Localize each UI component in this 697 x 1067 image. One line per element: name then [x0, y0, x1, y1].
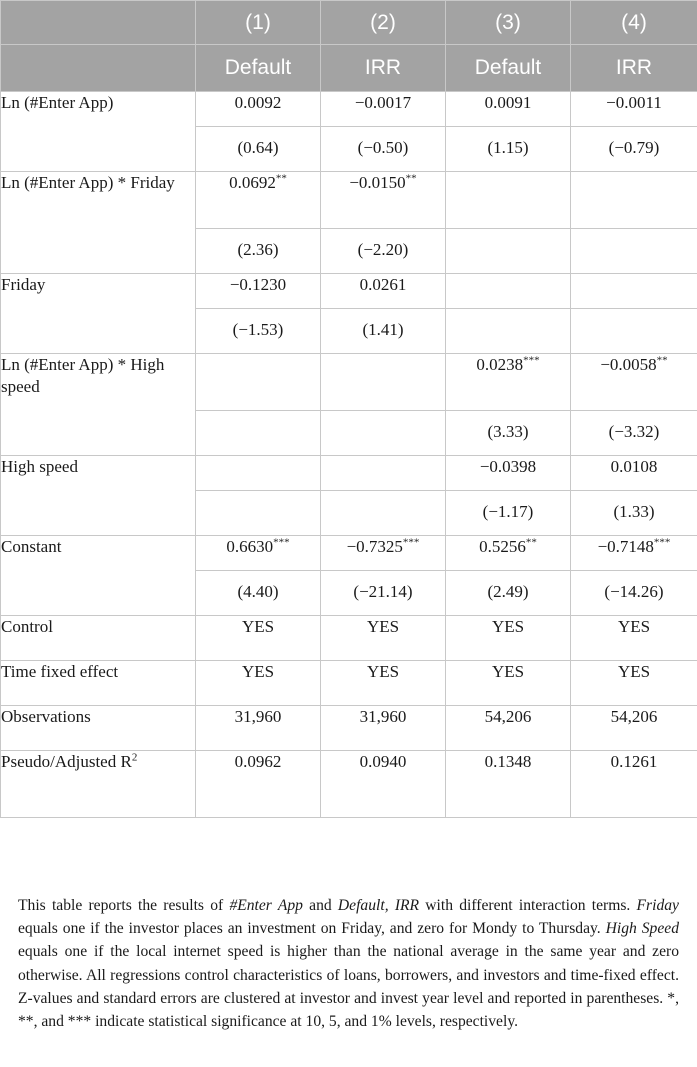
value-cell: YES	[196, 616, 321, 661]
table-row	[1, 616, 697, 661]
value-cell: 54,206	[571, 706, 697, 751]
coef-cell	[446, 274, 571, 309]
se-cell: (4.40)	[196, 571, 321, 616]
significance-stars: ***	[273, 536, 290, 549]
se-cell: (−14.26)	[571, 571, 697, 616]
coef-value: 0.0238	[476, 355, 524, 374]
significance-stars: ***	[402, 536, 420, 549]
row-label: High speed	[1, 456, 196, 536]
header-row-numbers	[1, 1, 697, 45]
col-depvar: IRR	[571, 45, 697, 92]
coef-cell: 0.0261	[321, 274, 446, 309]
row-label: Control	[1, 616, 196, 661]
value-cell: YES	[321, 661, 446, 706]
coef-value: 0.6630	[226, 537, 274, 556]
value-cell: YES	[571, 616, 697, 661]
coef-cell	[321, 536, 446, 571]
coef-cell: −0.0011	[571, 92, 697, 127]
coef-cell	[321, 456, 446, 491]
coef-cell	[196, 354, 321, 411]
coef-cell	[571, 172, 697, 229]
value-cell: 0.0940	[321, 751, 446, 818]
row-label: Observations	[1, 706, 196, 751]
coef-cell: −0.1230	[196, 274, 321, 309]
significance-stars: ***	[523, 354, 540, 367]
value-cell: YES	[321, 616, 446, 661]
col-number: (2)	[321, 1, 446, 45]
row-label: Ln (#Enter App) * Friday	[1, 172, 196, 274]
coef-cell	[321, 354, 446, 411]
note-text: equals one if the investor places an investment on Friday, and zero for Mondy to Thursday.	[18, 920, 606, 938]
se-cell	[196, 491, 321, 536]
se-cell: (−21.14)	[321, 571, 446, 616]
coef-value: −0.7325	[346, 537, 403, 556]
header-corner	[1, 45, 196, 92]
significance-stars: **	[275, 172, 287, 185]
se-cell: (0.64)	[196, 127, 321, 172]
row-label: Friday	[1, 274, 196, 354]
coef-cell: 0.0108	[571, 456, 697, 491]
table-row	[1, 536, 697, 571]
value-cell: 31,960	[321, 706, 446, 751]
coef-cell	[196, 536, 321, 571]
coef-cell	[196, 172, 321, 229]
row-label	[1, 751, 196, 818]
coef-cell	[196, 456, 321, 491]
header-row-depvars	[1, 45, 697, 92]
coef-value: 0.5256	[479, 537, 526, 556]
se-cell: (−3.32)	[571, 411, 697, 456]
coef-cell	[446, 172, 571, 229]
coef-cell: 0.0091	[446, 92, 571, 127]
se-cell	[196, 411, 321, 456]
coef-cell	[571, 274, 697, 309]
se-cell	[571, 309, 697, 354]
significance-stars: **	[525, 536, 537, 549]
coef-cell	[571, 536, 697, 571]
value-cell: YES	[571, 661, 697, 706]
significance-stars: **	[656, 354, 668, 367]
col-number: (1)	[196, 1, 321, 45]
coef-value: 0.0692	[229, 173, 276, 192]
r2-label-text: Pseudo/Adjusted R	[1, 752, 132, 771]
se-cell: (−2.20)	[321, 229, 446, 274]
coef-cell	[446, 354, 571, 411]
col-number: (4)	[571, 1, 697, 45]
table-row	[1, 751, 697, 818]
se-cell: (1.41)	[321, 309, 446, 354]
value-cell: YES	[446, 616, 571, 661]
table-row	[1, 354, 697, 411]
table-row	[1, 172, 697, 229]
coef-cell: 0.0092	[196, 92, 321, 127]
table-row	[1, 706, 697, 751]
coef-value: −0.0058	[600, 355, 657, 374]
row-label: Ln (#Enter App) * High speed	[1, 354, 196, 456]
note-italic: Default, IRR	[337, 897, 420, 914]
header-corner	[1, 1, 196, 45]
table-note	[18, 894, 679, 1033]
table-row	[1, 92, 697, 127]
coef-cell	[571, 354, 697, 411]
note-italic: #Enter App	[229, 897, 303, 914]
col-depvar: Default	[196, 45, 321, 92]
coef-value: −0.0150	[349, 173, 406, 192]
se-cell: (−1.17)	[446, 491, 571, 536]
se-cell	[446, 229, 571, 274]
se-cell: (−1.53)	[196, 309, 321, 354]
note-text: equals one if the local internet speed is higher than the national average in the same year and zero otherwise. All regressions control characteristics of loans, borrowers, and investors and time-fixed effect. Z-values and standard errors are clustered at investor and invest year level and reported in parentheses. *, **, and *** indicate statistical significance at 10, 5, and 1% levels, respectively.	[18, 943, 679, 1031]
se-cell	[446, 309, 571, 354]
note-italic: High Speed	[605, 920, 679, 938]
row-label: Constant	[1, 536, 196, 616]
coef-cell: −0.0017	[321, 92, 446, 127]
coef-cell: −0.0398	[446, 456, 571, 491]
table-row	[1, 274, 697, 309]
value-cell: 54,206	[446, 706, 571, 751]
se-cell: (1.33)	[571, 491, 697, 536]
value-cell: 0.0962	[196, 751, 321, 818]
se-cell: (1.15)	[446, 127, 571, 172]
coef-value: −0.7148	[597, 537, 654, 556]
table-row	[1, 661, 697, 706]
value-cell: 31,960	[196, 706, 321, 751]
note-text: and	[302, 897, 338, 914]
value-cell: 0.1348	[446, 751, 571, 818]
significance-stars: **	[405, 172, 417, 185]
se-cell: (2.36)	[196, 229, 321, 274]
se-cell: (2.49)	[446, 571, 571, 616]
coef-cell	[446, 536, 571, 571]
se-cell: (−0.79)	[571, 127, 697, 172]
col-depvar: Default	[446, 45, 571, 92]
significance-stars: ***	[653, 536, 671, 549]
note-italic: Friday	[636, 897, 679, 914]
se-cell: (3.33)	[446, 411, 571, 456]
se-cell	[571, 229, 697, 274]
se-cell: (−0.50)	[321, 127, 446, 172]
row-label: Ln (#Enter App)	[1, 92, 196, 172]
note-text: This table reports the results of	[18, 897, 230, 914]
coef-cell	[321, 172, 446, 229]
value-cell: 0.1261	[571, 751, 697, 818]
value-cell: YES	[446, 661, 571, 706]
col-depvar: IRR	[321, 45, 446, 92]
se-cell	[321, 411, 446, 456]
se-cell	[321, 491, 446, 536]
note-text: with different interaction terms.	[419, 897, 637, 914]
value-cell: YES	[196, 661, 321, 706]
r2-superscript: 2	[131, 751, 138, 764]
row-label: Time fixed effect	[1, 661, 196, 706]
table-row	[1, 456, 697, 491]
col-number: (3)	[446, 1, 571, 45]
